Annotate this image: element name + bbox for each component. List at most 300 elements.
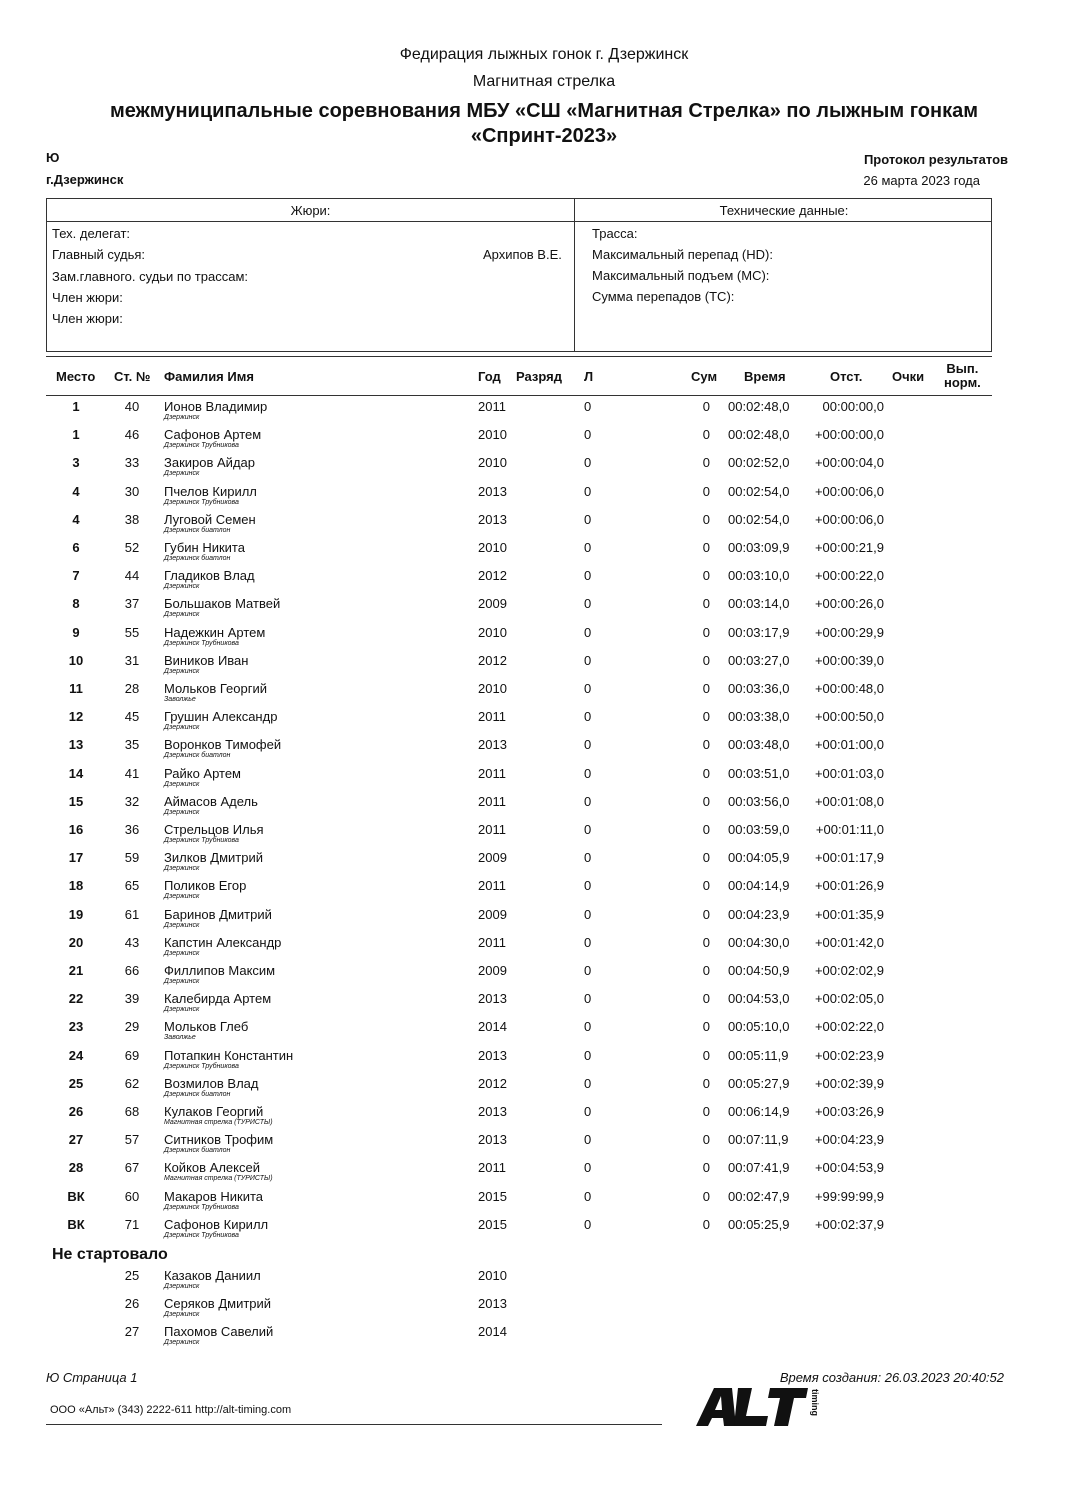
chief-judge-label: Главный судья:: [52, 247, 146, 262]
athlete-club: Дзержинск биатлон: [164, 555, 231, 562]
page-number: Ю Страница 1: [46, 1370, 138, 1385]
sum-cell: 0: [702, 878, 710, 894]
jury-box: [46, 198, 992, 352]
dns-row: [0, 1268, 1088, 1296]
bib-cell: 26: [124, 1296, 140, 1312]
time-cell: 00:03:36,0: [728, 681, 790, 696]
athlete-name: Луговой Семен: [164, 511, 256, 527]
athlete-club: Дзержинск биатлон: [164, 1147, 231, 1155]
time-cell: 00:04:23,9: [728, 906, 790, 922]
l-cell: 0: [584, 765, 592, 781]
time-cell: 00:05:27,9: [728, 1075, 790, 1091]
athlete-name: Аймасов Адель: [164, 793, 258, 809]
sum-cell: 0: [702, 624, 710, 640]
gap-cell: +00:00:06,0: [814, 483, 884, 499]
l-cell: 0: [584, 568, 592, 584]
jury-header-line: [47, 221, 991, 222]
tech-title: Технические данные:: [719, 203, 849, 218]
event-title: межмуниципальные соревнования МБУ «СШ «Магнитная Стрелка» по лыжным гонкам «Спринт-2023»: [109, 100, 979, 147]
l-cell: 0: [584, 963, 592, 978]
gap-cell: +00:00:39,0: [814, 652, 884, 668]
bib-cell: 62: [124, 1075, 140, 1091]
sum-cell: 0: [702, 1160, 710, 1176]
year-cell: 2012: [478, 1075, 507, 1091]
athlete-name: Закиров Айдар: [164, 455, 255, 471]
footer-divider: [46, 1424, 662, 1425]
place-cell: ВК: [67, 1216, 85, 1232]
table-row: [0, 1217, 1088, 1245]
sum-cell: 0: [702, 427, 710, 443]
table-row: [0, 878, 1088, 906]
place-cell: 18: [68, 878, 84, 894]
athlete-name: Койков Алексей: [164, 1160, 260, 1176]
year-cell: 2010: [478, 624, 507, 640]
sum-cell: 0: [702, 850, 710, 866]
time-cell: 00:03:17,9: [728, 624, 790, 640]
gap-cell: +00:03:26,9: [814, 1104, 884, 1119]
time-cell: 00:06:14,9: [728, 1104, 790, 1119]
year-cell: 2013: [478, 483, 507, 499]
year-cell: 2010: [478, 681, 507, 696]
year-cell: 2015: [478, 1216, 507, 1232]
l-cell: 0: [584, 427, 592, 443]
l-cell: 0: [584, 1216, 592, 1232]
bib-cell: 27: [124, 1324, 140, 1340]
year-cell: 2013: [478, 1104, 507, 1119]
time-cell: 00:02:52,0: [728, 455, 790, 471]
athlete-club: Дзержинск: [164, 667, 200, 675]
time-cell: 00:04:50,9: [728, 963, 790, 978]
year-cell: 2012: [478, 568, 507, 584]
year-cell: 2015: [478, 1188, 507, 1204]
l-cell: 0: [584, 511, 592, 527]
sum-cell: 0: [702, 483, 710, 499]
gap-cell: +00:01:00,0: [814, 737, 884, 753]
gap-cell: +00:01:35,9: [814, 906, 884, 922]
athlete-name: Капстин Александр: [164, 934, 282, 950]
l-cell: 0: [584, 596, 592, 612]
place-cell: 23: [68, 1019, 84, 1035]
gap-cell: +00:02:37,9: [814, 1216, 884, 1232]
athlete-name: Губин Никита: [164, 540, 245, 555]
l-cell: 0: [584, 399, 592, 414]
year-cell: 2011: [478, 822, 506, 837]
athlete-name: Баринов Дмитрий: [164, 906, 272, 922]
athlete-club: Дзержинск Трубникова: [164, 498, 239, 506]
time-cell: 00:02:54,0: [728, 511, 790, 527]
table-row: [0, 1189, 1088, 1217]
athlete-name: Гладиков Влад: [164, 568, 255, 584]
year-cell: 2009: [478, 906, 507, 922]
year-cell: 2011: [478, 1160, 506, 1176]
table-row: [0, 794, 1088, 822]
place-cell: 27: [68, 1132, 84, 1148]
gap-cell: +00:01:11,0: [815, 822, 884, 837]
time-cell: 00:03:38,0: [728, 709, 790, 725]
bib-cell: 44: [124, 568, 140, 584]
col-time: Время: [744, 369, 786, 384]
l-cell: 0: [584, 624, 592, 640]
time-cell: 00:02:47,9: [728, 1188, 790, 1204]
table-row: [0, 653, 1088, 681]
sum-cell: 0: [702, 1132, 710, 1148]
athlete-club: Дзержинск: [164, 583, 200, 591]
col-place: Место: [56, 369, 96, 384]
time-cell: 00:07:41,9: [728, 1160, 790, 1176]
bib-cell: 57: [124, 1132, 140, 1148]
year-cell: 2013: [478, 991, 507, 1007]
bib-cell: 31: [124, 652, 140, 668]
athlete-name: Пахомов Савелий: [164, 1324, 274, 1340]
gap-cell: +00:00:04,0: [814, 455, 884, 471]
bib-cell: 65: [124, 878, 140, 894]
l-cell: 0: [584, 991, 592, 1007]
place-cell: 13: [68, 737, 84, 753]
gap-cell: +00:01:08,0: [814, 793, 884, 809]
l-cell: 0: [584, 1019, 592, 1035]
l-cell: 0: [584, 709, 592, 725]
sum-cell: 0: [702, 934, 710, 950]
table-row: [0, 935, 1088, 963]
l-cell: 0: [584, 737, 592, 753]
city-label: г.Дзержинск: [46, 172, 124, 187]
gap-cell: +00:00:06,0: [814, 511, 884, 527]
sum-cell: 0: [702, 1188, 710, 1204]
l-cell: 0: [584, 455, 592, 471]
bib-cell: 36: [124, 822, 140, 837]
year-cell: 2010: [478, 455, 507, 471]
athlete-club: Дзержинск: [164, 978, 200, 985]
year-cell: 2013: [478, 737, 507, 753]
time-cell: 00:03:14,0: [728, 596, 790, 612]
athlete-club: Дзержинск: [164, 921, 200, 929]
time-cell: 00:05:10,0: [728, 1019, 790, 1035]
dns-row: [0, 1296, 1088, 1324]
table-row: [0, 737, 1088, 765]
athlete-club: Дзержинск: [164, 611, 200, 619]
place-cell: 4: [72, 483, 80, 499]
table-row: [0, 963, 1088, 991]
gap-cell: +00:00:22,0: [814, 568, 884, 584]
table-row: [0, 484, 1088, 512]
sum-cell: 0: [702, 540, 710, 555]
time-cell: 00:04:53,0: [728, 991, 790, 1007]
gap-cell: +00:02:23,9: [814, 1047, 884, 1063]
time-cell: 00:04:30,0: [728, 934, 790, 950]
bib-cell: 68: [124, 1104, 140, 1119]
bib-cell: 32: [124, 793, 140, 809]
place-cell: 10: [68, 652, 84, 668]
time-cell: 00:02:48,0: [728, 427, 790, 443]
sum-cell: 0: [702, 1216, 710, 1232]
col-norm-line1: Вып.: [946, 361, 979, 376]
gap-cell: +00:00:26,0: [814, 596, 884, 612]
table-row: [0, 766, 1088, 794]
place-cell: 17: [68, 850, 84, 866]
place-cell: 24: [68, 1047, 84, 1063]
athlete-club: Дзержинск: [164, 724, 200, 732]
col-norm-line2: норм.: [944, 375, 981, 390]
athlete-club: Дзержинск: [164, 949, 200, 957]
l-cell: 0: [584, 540, 592, 555]
athlete-club: Дзержинск: [164, 414, 200, 421]
bib-cell: 28: [124, 681, 140, 696]
year-cell: 2009: [478, 963, 507, 978]
l-cell: 0: [584, 850, 592, 866]
time-cell: 00:03:56,0: [728, 793, 790, 809]
bib-cell: 60: [124, 1188, 140, 1204]
gap-cell: +00:02:39,9: [814, 1075, 884, 1091]
place-cell: 8: [72, 596, 80, 612]
table-row: [0, 399, 1088, 427]
l-cell: 0: [584, 1132, 592, 1148]
l-cell: 0: [584, 681, 592, 696]
table-row: [0, 1076, 1088, 1104]
athlete-name: Поликов Егор: [164, 878, 247, 894]
sum-cell: 0: [702, 709, 710, 725]
sum-cell: 0: [702, 1104, 710, 1119]
year-cell: 2011: [478, 934, 506, 950]
bib-cell: 67: [124, 1160, 140, 1176]
year-cell: 2013: [478, 1296, 507, 1312]
l-cell: 0: [584, 483, 592, 499]
l-cell: 0: [584, 906, 592, 922]
gap-cell: +00:02:05,0: [814, 991, 884, 1007]
place-cell: 3: [72, 455, 80, 471]
gap-cell: +00:00:48,0: [814, 681, 884, 696]
gap-cell: +00:00:21,9: [814, 540, 884, 555]
l-cell: 0: [584, 1104, 592, 1119]
athlete-club: Дзержинск биатлон: [164, 526, 231, 534]
logo-subtitle: timing: [810, 1389, 820, 1416]
athlete-name: Возмилов Влад: [164, 1075, 259, 1091]
year-cell: 2009: [478, 596, 507, 612]
company-info: ООО «Альт» (343) 2222-611 http://alt-timing.com: [50, 1404, 292, 1416]
year-cell: 2011: [478, 709, 506, 725]
table-row: [0, 1048, 1088, 1076]
place-cell: 19: [68, 906, 84, 922]
athlete-name: Потапкин Константин: [164, 1047, 294, 1063]
gap-cell: +00:01:17,9: [814, 850, 884, 866]
table-row: [0, 1132, 1088, 1160]
time-cell: 00:03:27,0: [728, 652, 790, 668]
athlete-name: Макаров Никита: [164, 1188, 264, 1204]
tech-delegate-label: Тех. делегат:: [52, 226, 131, 241]
place-cell: 14: [68, 765, 84, 781]
athlete-name: Казаков Даниил: [164, 1268, 261, 1283]
athlete-club: Дзержинск Трубникова: [164, 639, 239, 647]
place-cell: 15: [68, 793, 84, 809]
bib-cell: 52: [124, 540, 140, 555]
chief-judge-name: Архипов В.Е.: [483, 247, 562, 262]
place-cell: 16: [68, 822, 84, 837]
event-date: 26 марта 2023 года: [863, 173, 980, 188]
bib-cell: 43: [124, 934, 140, 950]
place-cell: 1: [72, 399, 80, 414]
track-label: Трасса:: [592, 226, 638, 241]
year-cell: 2010: [478, 1268, 507, 1283]
place-cell: ВК: [67, 1188, 85, 1204]
year-cell: 2014: [478, 1019, 507, 1035]
year-cell: 2011: [478, 793, 506, 809]
athlete-club: Дзержинск Трубникова: [164, 442, 239, 450]
athlete-club: Дзержинск Трубникова: [164, 837, 239, 844]
col-l: Л: [584, 369, 594, 384]
athlete-name: Надежкин Артем: [164, 624, 266, 640]
jury-member-label: Член жюри:: [52, 290, 123, 305]
athlete-name: Сафонов Артем: [164, 427, 262, 443]
time-cell: 00:05:11,9: [728, 1047, 789, 1063]
bib-cell: 25: [124, 1268, 140, 1283]
athlete-name: Пчелов Кирилл: [164, 483, 257, 499]
gap-cell: +00:00:00,0: [814, 427, 884, 443]
table-row: [0, 709, 1088, 737]
sum-cell: 0: [702, 399, 710, 414]
gap-cell: +00:02:02,9: [814, 963, 884, 978]
time-cell: 00:05:25,9: [728, 1216, 790, 1232]
sum-cell: 0: [702, 1075, 710, 1091]
table-row: [0, 1019, 1088, 1047]
place-cell: 22: [68, 991, 84, 1007]
l-cell: 0: [584, 822, 592, 837]
year-cell: 2012: [478, 652, 507, 668]
table-row: [0, 625, 1088, 653]
gap-cell: +00:02:22,0: [814, 1019, 884, 1035]
place-cell: 20: [68, 934, 84, 950]
year-cell: 2009: [478, 850, 507, 866]
bib-cell: 59: [124, 850, 140, 866]
sum-cell: 0: [702, 568, 710, 584]
time-cell: 00:02:54,0: [728, 483, 790, 499]
place-cell: 26: [68, 1104, 84, 1119]
gap-cell: +00:04:23,9: [814, 1132, 884, 1148]
athlete-club: Дзержинск: [164, 865, 200, 873]
category-label: Ю: [46, 150, 60, 165]
sum-cell: 0: [702, 765, 710, 781]
time-cell: 00:02:48,0: [728, 399, 790, 414]
sum-cell: 0: [702, 822, 710, 837]
gap-cell: +00:00:50,0: [814, 709, 884, 725]
time-cell: 00:03:59,0: [728, 822, 790, 837]
place-cell: 4: [72, 511, 80, 527]
time-cell: 00:04:14,9: [728, 878, 790, 894]
mc-label: Максимальный подъем (MC):: [592, 268, 770, 283]
bib-cell: 71: [124, 1216, 140, 1232]
place-cell: 25: [68, 1075, 84, 1091]
time-cell: 00:03:09,9: [728, 540, 790, 555]
l-cell: 0: [584, 934, 592, 950]
gap-cell: +00:00:29,9: [814, 624, 884, 640]
table-row: [0, 850, 1088, 878]
table-row: [0, 427, 1088, 455]
athlete-name: Виников Иван: [164, 652, 249, 668]
gap-cell: +00:01:26,9: [814, 878, 884, 894]
alt-logo-text: ALT: [696, 1388, 698, 1389]
athlete-club: Дзержинск: [164, 1006, 200, 1014]
place-cell: 21: [68, 963, 84, 978]
bib-cell: 37: [124, 596, 140, 612]
bib-cell: 30: [124, 483, 140, 499]
athlete-name: Райко Артем: [164, 765, 241, 781]
results-table-header: [46, 356, 992, 396]
sum-cell: 0: [702, 652, 710, 668]
athlete-name: Мольков Глеб: [164, 1019, 249, 1035]
athlete-club: Заволжье: [164, 1034, 196, 1042]
athlete-club: Дзержинск Трубникова: [164, 1203, 239, 1211]
athlete-club: Дзержинск: [164, 780, 200, 788]
athlete-club: Дзержинск: [164, 893, 200, 901]
year-cell: 2010: [478, 427, 507, 443]
sum-cell: 0: [702, 455, 710, 471]
athlete-club: Дзержинск биатлон: [164, 752, 231, 760]
dns-title: Не стартовало: [52, 1246, 168, 1263]
year-cell: 2013: [478, 1132, 507, 1148]
sum-cell: 0: [702, 596, 710, 612]
sum-cell: 0: [702, 1019, 710, 1035]
col-year: Год: [478, 369, 501, 384]
col-name: Фамилия Имя: [164, 369, 254, 384]
tc-label: Сумма перепадов (TC):: [592, 289, 735, 304]
table-row: [0, 822, 1088, 850]
bib-cell: 41: [124, 765, 140, 781]
sum-cell: 0: [702, 793, 710, 809]
table-row: [0, 455, 1088, 483]
place-cell: 7: [72, 568, 80, 584]
bib-cell: 38: [124, 511, 140, 527]
athlete-club: Заволжье: [164, 696, 196, 703]
place-cell: 1: [72, 427, 80, 443]
l-cell: 0: [584, 652, 592, 668]
athlete-club: Дзержинск биатлон: [164, 1090, 231, 1098]
table-row: [0, 540, 1088, 568]
bib-cell: 66: [124, 963, 140, 978]
federation-title: Федирация лыжных гонок г. Дзержинск: [399, 46, 689, 63]
athlete-name: Сафонов Кирилл: [164, 1216, 269, 1232]
place-cell: 12: [68, 709, 84, 725]
time-cell: 00:03:51,0: [728, 765, 790, 781]
table-row: [0, 596, 1088, 624]
jury-title: Жюри:: [290, 203, 331, 218]
table-row: [0, 907, 1088, 935]
gap-cell: +00:04:53,9: [814, 1160, 884, 1176]
place-cell: 6: [72, 540, 80, 555]
col-sum: Сум: [691, 369, 718, 384]
athlete-name: Мольков Георгий: [164, 681, 267, 696]
athlete-club: Магнитная стрелка (ТУРИСТЫ): [164, 1119, 273, 1126]
bib-cell: 39: [124, 991, 140, 1007]
athlete-name: Грушин Александр: [164, 709, 278, 725]
year-cell: 2013: [478, 1047, 507, 1063]
gap-cell: +00:01:03,0: [814, 765, 884, 781]
year-cell: 2014: [478, 1324, 507, 1340]
athlete-club: Дзержинск: [164, 470, 200, 478]
time-cell: 00:03:48,0: [728, 737, 790, 753]
col-points: Очки: [892, 369, 925, 384]
year-cell: 2011: [478, 878, 506, 894]
athlete-name: Кулаков Георгий: [164, 1104, 264, 1119]
gap-cell: +99:99:99,9: [814, 1188, 884, 1204]
col-rank: Разряд: [516, 369, 562, 384]
year-cell: 2010: [478, 540, 507, 555]
l-cell: 0: [584, 878, 592, 894]
l-cell: 0: [584, 793, 592, 809]
l-cell: 0: [584, 1188, 592, 1204]
athlete-club: Дзержинск: [164, 1339, 200, 1347]
protocol-label: Протокол результатов: [863, 152, 1008, 167]
athlete-name: Филлипов Максим: [164, 963, 276, 978]
table-row: [0, 991, 1088, 1019]
gap-cell: 00:00:00,0: [822, 399, 884, 414]
